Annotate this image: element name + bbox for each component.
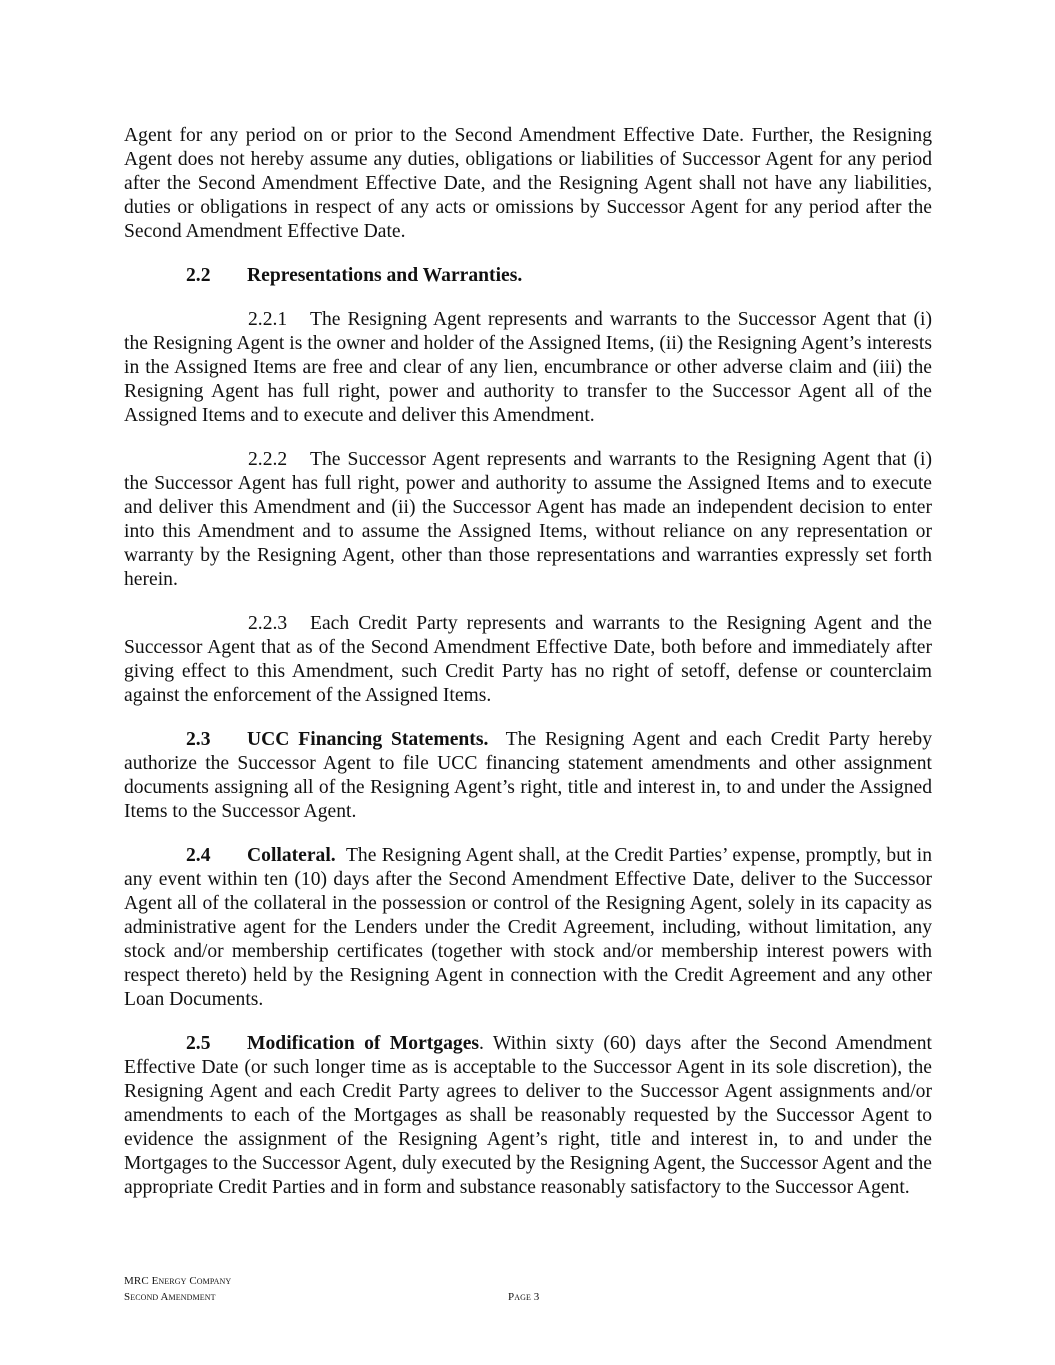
footer-page-number: Page 3	[508, 1291, 540, 1303]
section-2-5	[124, 1032, 932, 1200]
section-2-5-title: Modification of Mortgages	[247, 1033, 480, 1054]
subsection-2-2-2-number: 2.2.2	[248, 449, 288, 470]
subsection-2-2-1-text: The Resigning Agent represents and warrants to the Successor Agent that (i) the Resigning Agent is the owner and holder of the Assigned Items, (ii) the Resigning Agent’s interests in the Assigned Items are free and clear of any lien, encumbrance or other adverse claim and (iii) the Resigning Agent has full right, power and authority to transfer to the Successor Agent all of the Assigned Items and to execute and deliver this Amendment.	[124, 309, 932, 426]
section-2-2-number: 2.2	[186, 265, 211, 286]
section-2-5-number: 2.5	[186, 1033, 211, 1054]
subsection-2-2-2-text: The Successor Agent represents and warrants to the Resigning Agent that (i) the Successor Agent has full right, power and authority to assume the Assigned Items and to execute and deliver this Amendment and (ii) the Successor Agent has made an independent decision to enter into this Amendment and to assume the Assigned Items, without reliance on any representation or warranty by the Resigning Agent, other than those representations and warranties expressly set forth herein.	[124, 449, 932, 590]
section-2-4-title: Collateral.	[247, 845, 336, 866]
subsection-2-2-3-number: 2.2.3	[248, 613, 288, 634]
section-2-2-heading	[124, 264, 932, 288]
subsection-2-2-1	[124, 308, 932, 428]
section-2-3-title: UCC Financing Statements.	[247, 729, 489, 750]
section-2-3-number: 2.3	[186, 729, 211, 750]
document-body	[124, 124, 932, 1220]
subsection-2-2-1-number: 2.2.1	[248, 309, 288, 330]
section-2-3-text: The Resigning Agent and each Credit Party hereby authorize the Successor Agent to file UCC financing statement amendments and other assignment documents assigning all of the Resigning Agent’s right, title and interest in, to and under the Assigned Items to the Successor Agent.	[124, 729, 933, 822]
footer-document-name: Second Amendment	[124, 1291, 216, 1303]
footer-company: MRC Energy Company	[124, 1275, 232, 1287]
section-2-5-text: . Within sixty (60) days after the Second Amendment Effective Date (or such longer time as is acceptable to the Successor Agent in its sole discretion), the Resigning Agent and each Credit Party agrees to deliver to the Successor Agent assignments and/or amendments to each of the Mortgages as shall be reasonably requested by the Successor Agent to evidence the assignment of the Resigning Agent’s right, title and interest in, to and under the Mortgages to the Successor Agent, duly executed by the Resigning Agent, the Successor Agent and the appropriate Credit Parties and in form and substance reasonably satisfactory to the Successor Agent.	[124, 1033, 932, 1198]
section-2-4	[124, 844, 932, 1012]
section-2-4-text: The Resigning Agent shall, at the Credit Parties’ expense, promptly, but in any event within ten (10) days after the Second Amendment Effective Date, deliver to the Successor Agent all of the collateral in the possession or control of the Resigning Agent, solely in its capacity as administrative agent for the Lenders under the Credit Agreement, including, without limitation, any stock and/or membership certificates (together with stock and/or membership interest powers with respect thereto) held by the Resigning Agent in connection with the Credit Agreement and any other Loan Documents.	[124, 845, 932, 1010]
subsection-2-2-3-text: Each Credit Party represents and warrants to the Resigning Agent and the Successor Agent that as of the Second Amendment Effective Date, both before and immediately after giving effect to this Amendment, such Credit Party has no right of setoff, defense or counterclaim against the enforcement of the Assigned Items.	[124, 613, 932, 706]
section-2-4-number: 2.4	[186, 845, 211, 866]
page-footer	[124, 1273, 932, 1305]
intro-paragraph: Agent for any period on or prior to the Second Amendment Effective Date. Further, the Resigning Agent does not hereby assume any duties, obligations or liabilities of Successor Agent for any period after the Second Amendment Effective Date, and the Resigning Agent shall not have any liabilities, duties or obligations in respect of any acts or omissions by Successor Agent for any period after the Second Amendment Effective Date.	[124, 125, 932, 242]
subsection-2-2-2	[124, 448, 932, 592]
subsection-2-2-3	[124, 612, 932, 708]
section-2-3	[124, 728, 932, 824]
section-2-2-title: Representations and Warranties.	[247, 265, 523, 286]
